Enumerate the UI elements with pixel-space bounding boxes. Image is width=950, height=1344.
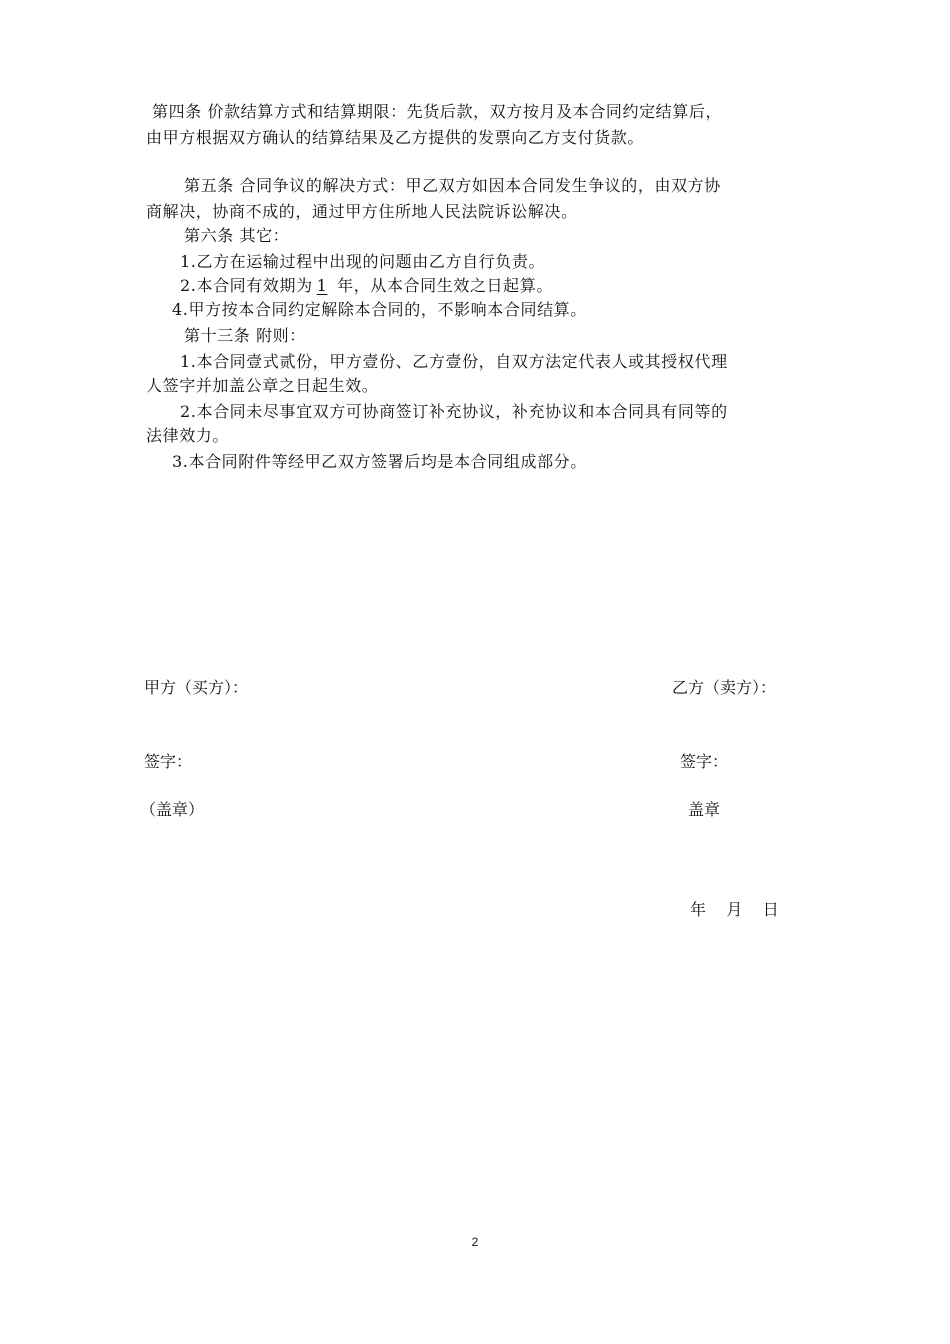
article-4-line-1: 第四条 价款结算方式和结算期限：先货后款，双方按月及本合同约定结算后， — [152, 102, 723, 121]
article-13-title: 第十三条 附则： — [184, 326, 306, 345]
page-number: 2 — [471, 1235, 479, 1249]
article-13-item-1-line-2: 人签字并加盖公章之日起生效。 — [146, 376, 379, 395]
article-5-line-2: 商解决，协商不成的，通过甲方住所地人民法院诉讼解决。 — [146, 202, 578, 221]
party-a-signature-label: 签字： — [144, 752, 193, 771]
validity-years-value: 1 — [316, 276, 328, 295]
article-13-item-3: 3.本合同附件等经甲乙双方签署后均是本合同组成部分。 — [172, 452, 587, 471]
party-a-seal-label: （盖章） — [140, 800, 205, 819]
article-6-item-2-suffix: 年，从本合同生效之日起算。 — [331, 276, 553, 295]
article-6-item-2-prefix: 2.本合同有效期为 — [180, 276, 313, 295]
article-6-item-2 — [180, 274, 553, 298]
article-6-item-1: 1.乙方在运输过程中出现的问题由乙方自行负责。 — [180, 252, 546, 271]
party-b-seal-label: 盖章 — [688, 800, 721, 819]
party-a-label: 甲方（买方）： — [144, 678, 249, 697]
party-b-label: 乙方（卖方）： — [672, 678, 777, 697]
article-13-item-1-line-1: 1.本合同壹式贰份，甲方壹份、乙方壹份，自双方法定代表人或其授权代理 — [180, 352, 728, 371]
article-4-line-2: 由甲方根据双方确认的结算结果及乙方提供的发票向乙方支付货款。 — [146, 128, 645, 147]
article-13-item-2-line-1: 2.本合同未尽事宜双方可协商签订补充协议，补充协议和本合同具有同等的 — [180, 402, 728, 421]
article-5-line-1: 第五条 合同争议的解决方式：甲乙双方如因本合同发生争议的，由双方协 — [184, 176, 721, 195]
party-b-signature-label: 签字： — [680, 752, 729, 771]
article-6-title: 第六条 其它： — [184, 226, 290, 245]
article-13-item-2-line-2: 法律效力。 — [146, 426, 230, 445]
article-6-item-4: 4.甲方按本合同约定解除本合同的，不影响本合同结算。 — [172, 300, 587, 319]
date-line: 年 月 日 — [690, 900, 779, 919]
